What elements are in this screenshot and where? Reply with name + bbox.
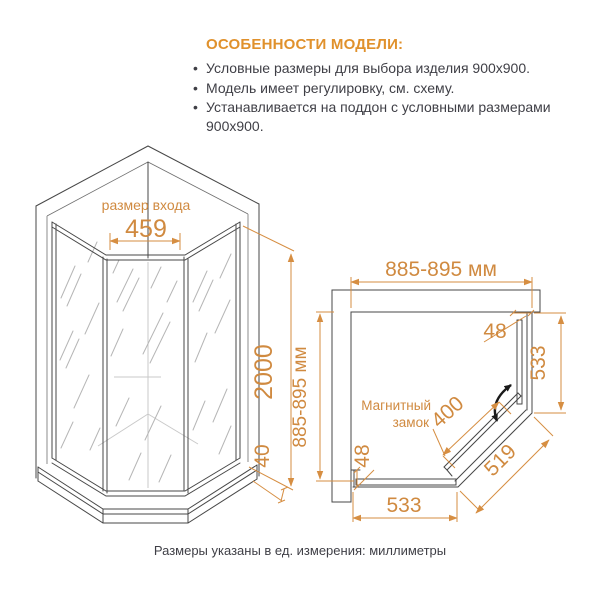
- entrance-width-dim: 459: [125, 215, 167, 243]
- tray-height-dim: 40: [251, 444, 274, 468]
- units-note: Размеры указаны в ед. измерения: миллиметры: [153, 543, 447, 558]
- plan-width-top-dim: 885-895 мм: [385, 258, 497, 281]
- plan-walls: [332, 290, 540, 502]
- interior-faint-lines: [98, 262, 198, 488]
- entrance-size-label: размер входа: [101, 197, 191, 213]
- enclosure-frame: [52, 222, 240, 496]
- height-dim: 2000: [250, 344, 278, 400]
- glass-hatching: [60, 242, 231, 482]
- magnetic-lock-label-1: Магнитный: [361, 398, 431, 413]
- profile-48-bottom-dim: 48: [351, 444, 374, 468]
- front-view-dimensions: [102, 197, 294, 503]
- top-view-diagram: [290, 258, 566, 522]
- front-view-diagram: [36, 146, 294, 523]
- profile-48-top-dim: 48: [483, 320, 507, 343]
- magnetic-lock-label-2: замок: [392, 415, 429, 430]
- diagonal-dim: 519: [479, 439, 521, 481]
- side-right-dim: 533: [527, 345, 550, 381]
- side-bottom-dim: 533: [386, 494, 422, 517]
- feature-item: • Устанавливается на поддон с условными размерами 900x900.: [193, 98, 588, 135]
- door-width-dim: 400: [426, 391, 469, 433]
- plan-width-left-dim: 885-895 мм: [290, 346, 311, 448]
- feature-item: • Условные размеры для выбора изделия 900x900.: [193, 59, 588, 78]
- feature-item: • Модель имеет регулировку, см. схему.: [193, 79, 588, 98]
- features-title: ОСОБЕННОСТИ МОДЕЛИ:: [206, 36, 404, 53]
- top-view-dimensions: [290, 258, 566, 522]
